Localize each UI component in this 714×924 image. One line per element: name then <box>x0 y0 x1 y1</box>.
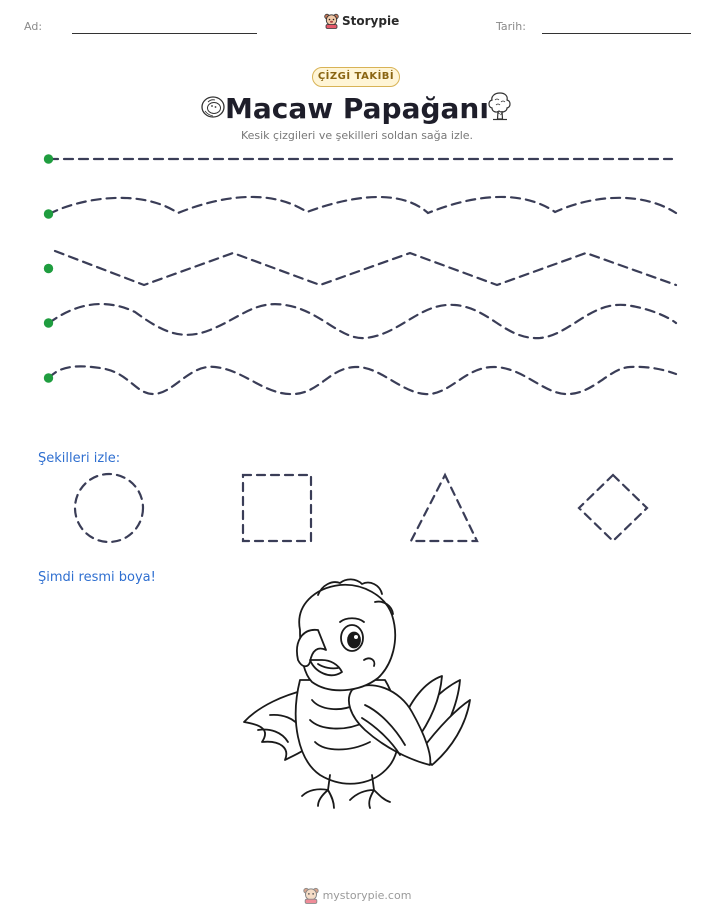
start-dot-2 <box>44 209 53 218</box>
start-dot-3 <box>44 264 53 273</box>
start-dot-5 <box>44 373 53 382</box>
category-badge: ÇİZGİ TAKİBİ <box>312 67 400 87</box>
tracing-line-wave <box>49 304 676 338</box>
page-title: Macaw Papağanı <box>225 92 489 125</box>
start-dot-1 <box>44 154 53 163</box>
page-subtitle: Kesik çizgileri ve şekilleri soldan sağa izle. <box>240 129 474 142</box>
coloring-section-label: Şimdi resmi boya! <box>38 570 156 585</box>
trace-shape-triangle <box>411 475 477 541</box>
trace-shape-diamond <box>579 475 647 541</box>
footer <box>0 887 714 904</box>
storypie-bear-footer-icon <box>303 887 319 904</box>
tracing-line-zigzag <box>55 251 676 285</box>
start-dot-4 <box>44 318 53 327</box>
tracing-line-deep-wave <box>49 366 676 394</box>
macaw-parrot-outline <box>244 579 470 808</box>
shapes-section-label: Şekilleri izle: <box>38 451 121 466</box>
name-label: Ad: <box>24 20 43 33</box>
trace-shape-square <box>243 475 311 541</box>
trace-shape-circle <box>75 474 143 542</box>
date-label: Tarih: <box>496 20 526 33</box>
footer-website: mystorypie.com <box>322 889 412 902</box>
brand-name: Storypie <box>342 14 400 28</box>
tracing-line-gentle-wave <box>49 197 676 214</box>
